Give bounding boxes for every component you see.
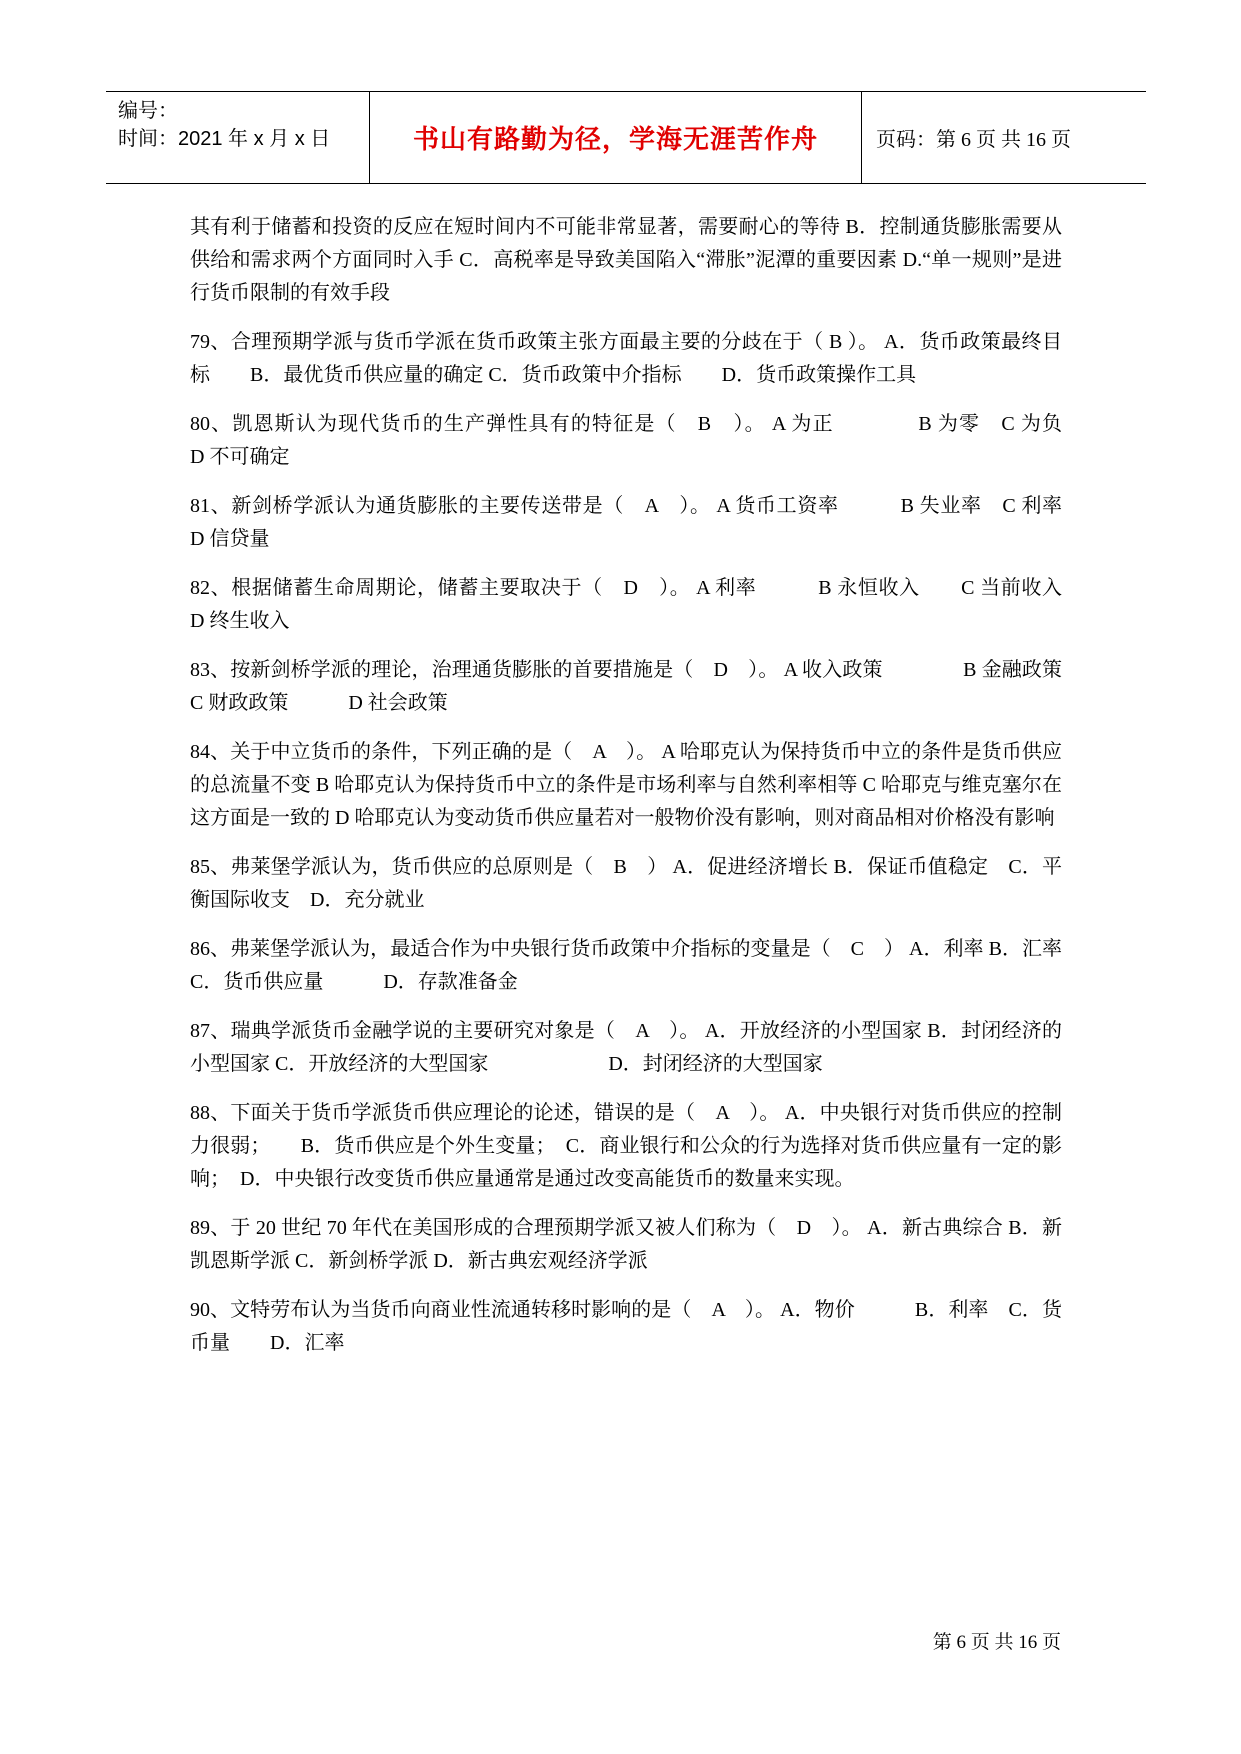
- question-paragraph: 88、下面关于货币学派货币供应理论的论述，错误的是（ A ）。 A．中央银行对货币供应的控制力很弱； B．货币供应是个外生变量； C．商业银行和公众的行为选择对货币供应量有一定的影响； D．中央银行改变货币供应量通常是通过改变高能货币的数量来实现。: [190, 1102, 1062, 1190]
- header-page-label: 页码：第 6 页 共 16 页: [876, 129, 1071, 151]
- header-page-cell: [862, 92, 1146, 183]
- question-list: [190, 211, 1142, 1376]
- question-paragraph: 83、按新剑桥学派的理论，治理通货膨胀的首要措施是（ D ）。 A 收入政策 B 金融政策 C 财政政策 D 社会政策: [190, 659, 1122, 714]
- question-paragraph: 81、新剑桥学派认为通货膨胀的主要传送带是（ A ）。 A 货币工资率 B 失业率 C 利率 D 信贷量: [190, 495, 1142, 550]
- question-paragraph: 80、凯恩斯认为现代货币的生产弹性具有的特征是（ B ）。 A 为正 B 为零 C 为负 D 不可确定: [190, 413, 1142, 468]
- header-motto-cell: [370, 92, 862, 183]
- page-footer: 第 6 页 共 16 页: [932, 1632, 1061, 1653]
- document-number-label: 编号：: [118, 100, 178, 122]
- header-left-cell: [106, 92, 370, 183]
- document-time-label: 时间：2021 年 x 月 x 日: [118, 128, 331, 150]
- question-paragraph: 86、弗莱堡学派认为，最适合作为中央银行货币政策中介指标的变量是（ C ） A．利率 B．汇率 C．货币供应量 D．存款准备金: [190, 938, 1102, 993]
- question-paragraph: 90、文特劳布认为当货币向商业性流通转移时影响的是（ A ）。 A．物价 B．利率 C．货币量 D．汇率: [190, 1299, 1062, 1354]
- question-paragraph: 85、弗莱堡学派认为，货币供应的总原则是（ B ） A．促进经济增长 B．保证币值稳定 C．平衡国际收支 D．充分就业: [190, 856, 1062, 911]
- header-motto: 书山有路勤为径，学海无涯苦作舟: [412, 125, 818, 155]
- page-header: [106, 91, 1146, 184]
- question-paragraph: 89、于 20 世纪 70 年代在美国形成的合理预期学派又被人们称为（ D ）。 A．新古典综合 B．新凯恩斯学派 C．新剑桥学派 D．新古典宏观经济学派: [190, 1217, 1062, 1272]
- question-paragraph: 87、瑞典学派货币金融学说的主要研究对象是（ A ）。 A．开放经济的小型国家 B．封闭经济的小型国家 C．开放经济的大型国家 D．封闭经济的大型国家: [190, 1020, 1062, 1075]
- question-paragraph: 其有利于储蓄和投资的反应在短时间内不可能非常显著，需要耐心的等待 B．控制通货膨胀需要从供给和需求两个方面同时入手 C．高税率是导致美国陷入“滞胀”泥潭的重要因素 D.“单一规则”是进行货币限制的有效手段: [190, 216, 1062, 304]
- question-paragraph: 84、关于中立货币的条件，下列正确的是（ A ）。 A 哈耶克认为保持货币中立的条件是货币供应的总流量不变 B 哈耶克认为保持货币中立的条件是市场利率与自然利率相等 C 哈耶克与维克塞尔在这方面是一致的 D 哈耶克认为变动货币供应量若对一般物价没有影响，则对商品相对价格没有影响: [190, 741, 1062, 829]
- question-paragraph: 82、根据储蓄生命周期论，储蓄主要取决于（ D ）。 A 利率 B 永恒收入 C 当前收入 D 终生收入: [190, 577, 1102, 632]
- question-paragraph: 79、合理预期学派与货币学派在货币政策主张方面最主要的分歧在于（ B ）。 A．货币政策最终目标 B．最优货币供应量的确定 C．货币政策中介指标 D．货币政策操作工具: [190, 331, 1062, 386]
